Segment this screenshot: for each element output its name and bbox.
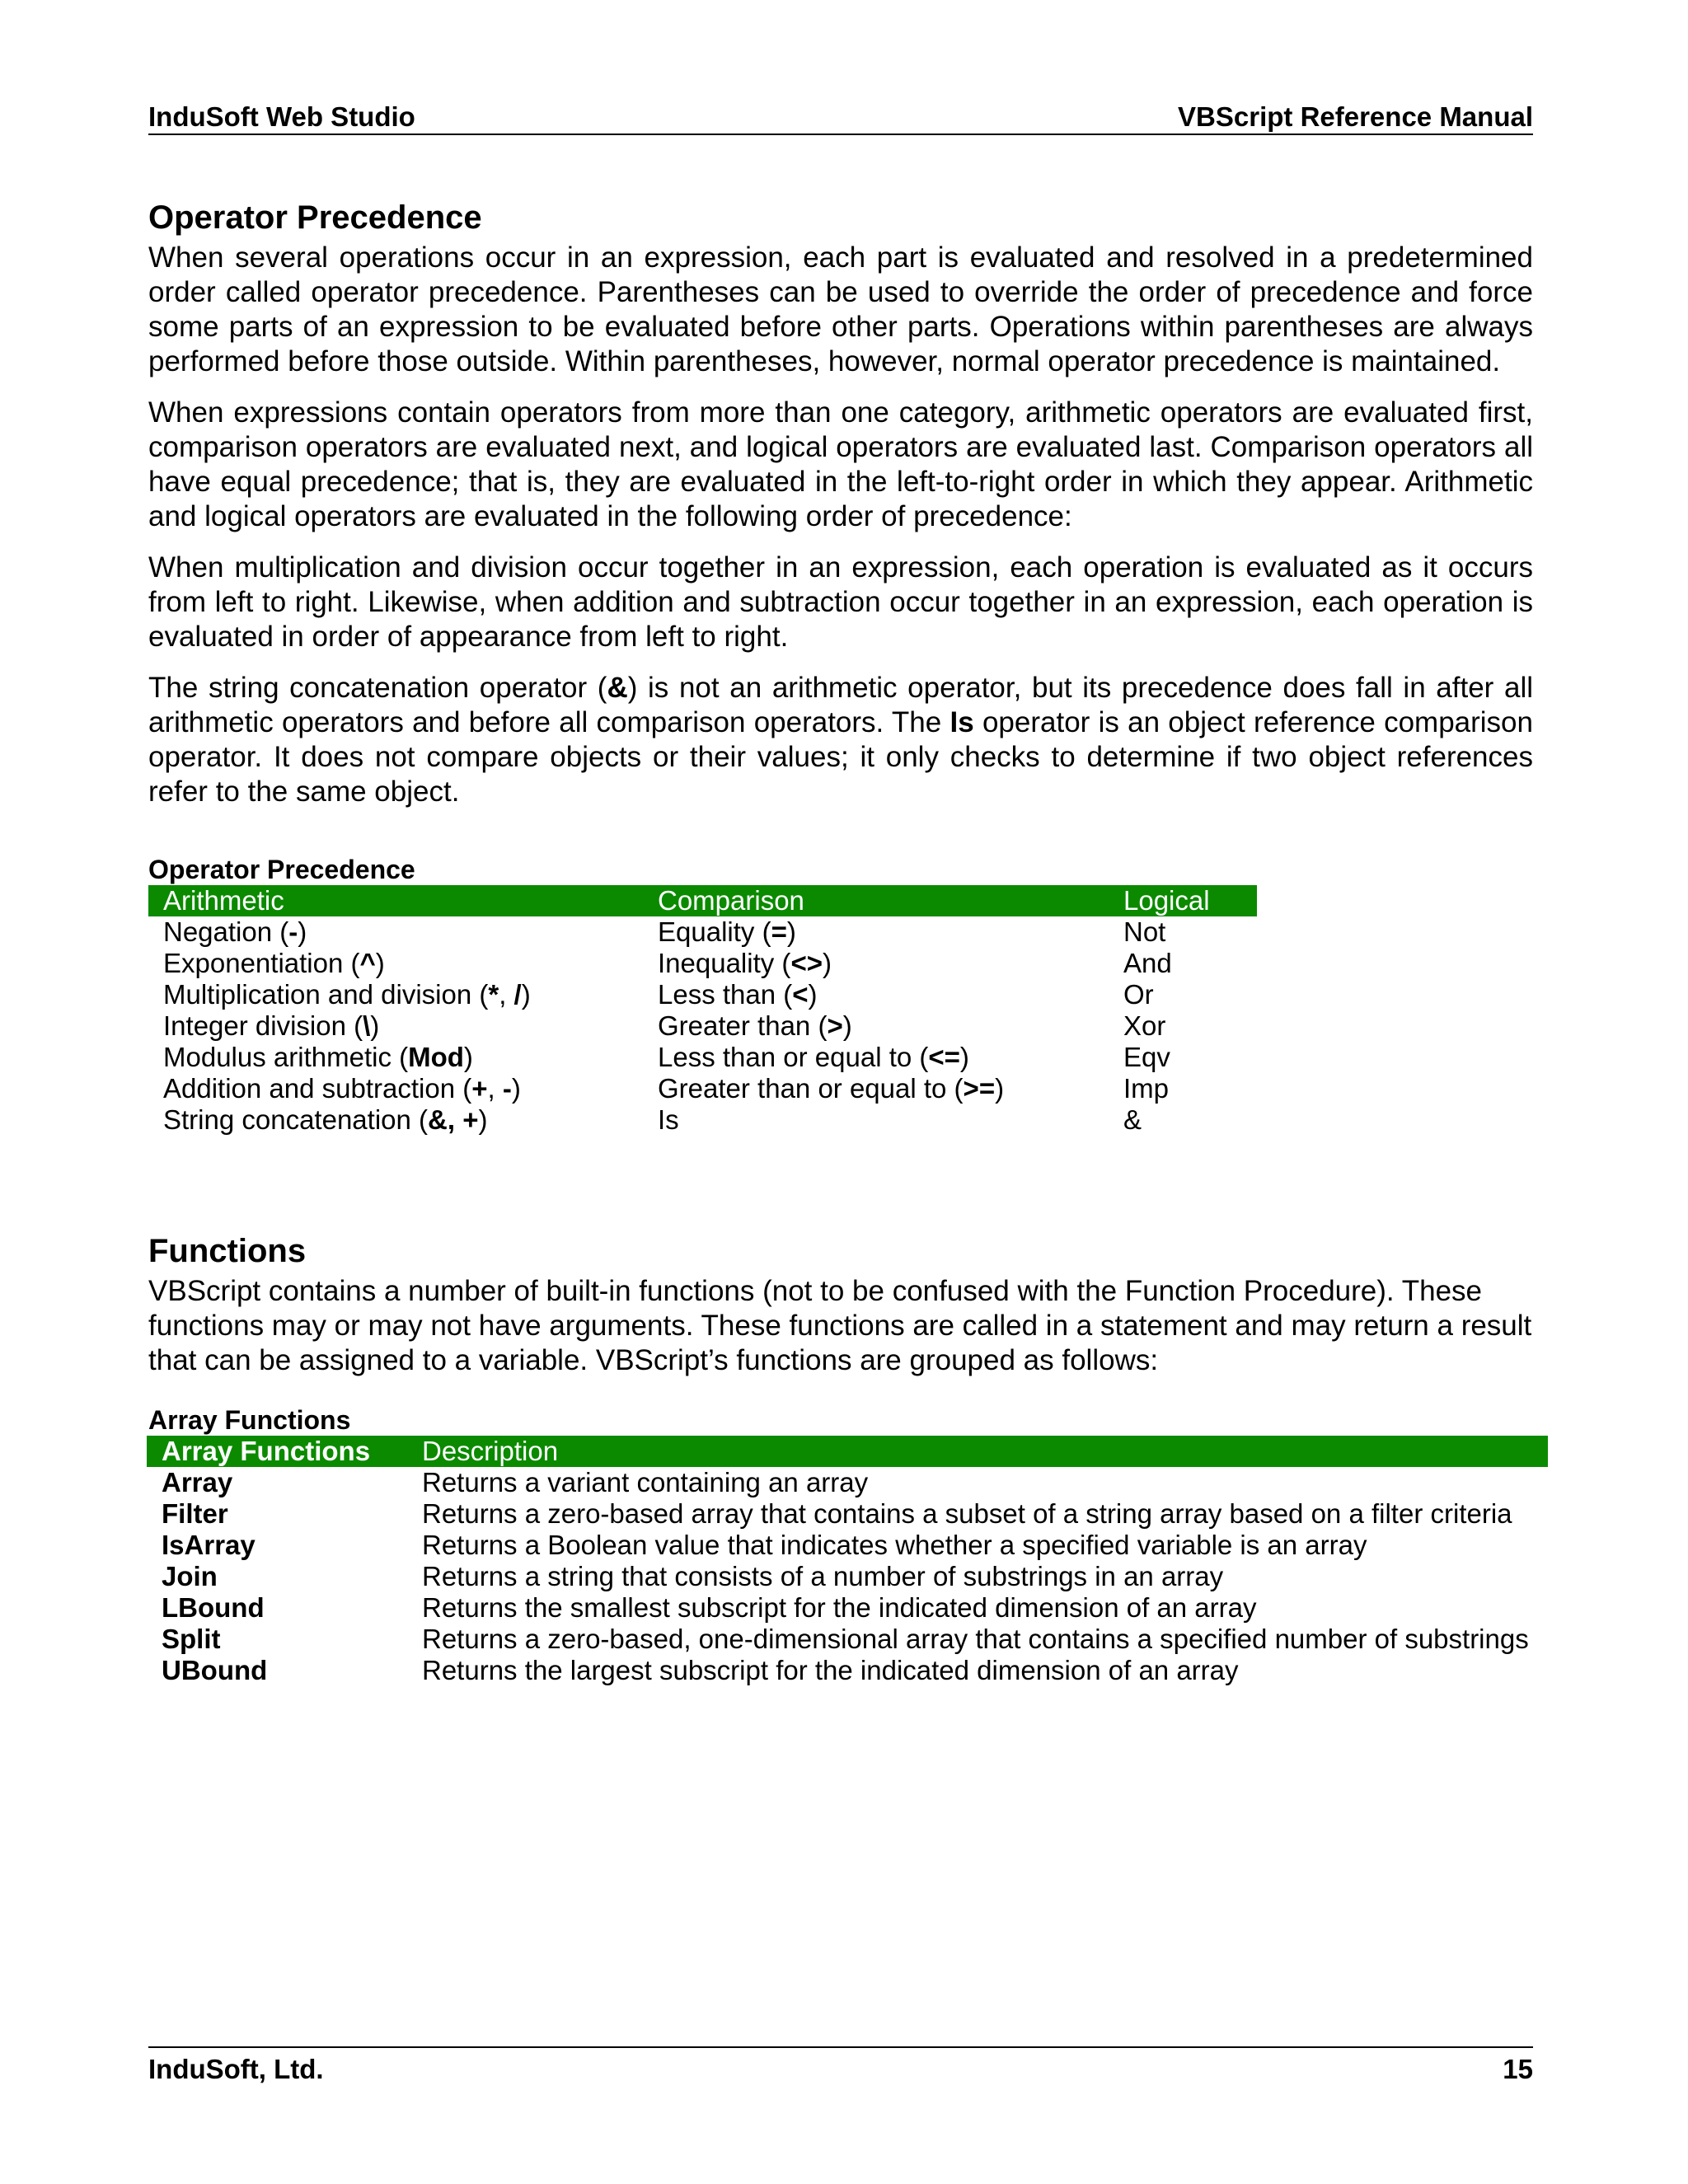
table-row bbox=[148, 1073, 1257, 1104]
function-description: Returns a zero-based, one-dimensional array that contains a specified number of substrings bbox=[422, 1624, 1529, 1654]
table-row bbox=[147, 1561, 1548, 1592]
table-row bbox=[148, 1042, 1257, 1073]
cell-logical: And bbox=[1123, 948, 1172, 978]
table-row bbox=[148, 1104, 1257, 1136]
functions-paragraph: VBScript contains a number of built-in functions (not to be confused with the Function Procedure). These functions may or may not have arguments. These functions are called in a statement and may return a result that can be assigned to a variable. VBScript’s functions are grouped as follows: bbox=[148, 1275, 1532, 1376]
operator-symbol: - bbox=[288, 916, 298, 947]
cell-arithmetic: Addition and subtraction (+, -) bbox=[163, 1073, 521, 1104]
table-row bbox=[148, 916, 1257, 948]
function-description: Returns a zero-based array that contains a subset of a string array based on a filter criteria bbox=[422, 1498, 1512, 1529]
page-content bbox=[148, 194, 1533, 1686]
function-description: Returns a string that consists of a number of substrings in an array bbox=[422, 1561, 1224, 1591]
paragraph-4: The string concatenation operator (&) is not an arithmetic operator, but its precedence does fall in after all arithmetic operators and before all comparison operators. The Is operator is an object reference comparison operator. It does not compare objects or their values; it only checks to determine if two object references refer to the same object. bbox=[148, 672, 1533, 808]
operator-symbol: >= bbox=[963, 1073, 996, 1104]
column-header-description: Description bbox=[407, 1436, 1548, 1467]
function-description: Returns the largest subscript for the indicated dimension of an array bbox=[422, 1655, 1239, 1685]
page-number: 15 bbox=[1503, 2054, 1533, 2084]
cell-comparison: Less than or equal to (<=) bbox=[658, 1042, 969, 1072]
cell-arithmetic: Modulus arithmetic (Mod) bbox=[163, 1042, 473, 1072]
cell-logical: Imp bbox=[1123, 1073, 1170, 1104]
function-name: IsArray bbox=[162, 1530, 256, 1560]
function-name: LBound bbox=[162, 1592, 265, 1623]
cell-logical: Eqv bbox=[1123, 1042, 1170, 1072]
operator-symbol: <> bbox=[790, 948, 823, 978]
operator-symbol: ^ bbox=[359, 948, 376, 978]
cell-comparison: Greater than (>) bbox=[658, 1010, 852, 1041]
function-description: Returns a variant containing an array bbox=[422, 1467, 869, 1497]
is-operator: Is bbox=[950, 706, 974, 738]
table-row bbox=[148, 948, 1257, 979]
operator-symbol: <= bbox=[928, 1042, 960, 1072]
operator-symbol: \ bbox=[363, 1010, 371, 1041]
cell-logical: Not bbox=[1123, 916, 1166, 947]
table-row bbox=[147, 1592, 1548, 1624]
operator-symbol: Mod bbox=[408, 1042, 464, 1072]
table-header-row bbox=[148, 885, 1257, 916]
cell-arithmetic: Exponentiation (^) bbox=[163, 948, 385, 978]
array-functions-table bbox=[147, 1436, 1548, 1686]
page-footer bbox=[148, 2046, 1533, 2086]
table-row bbox=[147, 1498, 1548, 1530]
cell-logical: Xor bbox=[1123, 1010, 1166, 1041]
cell-logical: Or bbox=[1123, 979, 1154, 1010]
array-table-caption: Array Functions bbox=[148, 1405, 351, 1435]
operator-symbol: = bbox=[771, 916, 787, 947]
cell-comparison: Less than (<) bbox=[658, 979, 818, 1010]
operator-symbol: / bbox=[513, 979, 522, 1010]
operator-symbol: + bbox=[471, 1073, 488, 1104]
operator-symbol: - bbox=[502, 1073, 512, 1104]
section-title-operator-precedence: Operator Precedence bbox=[148, 199, 482, 236]
function-name: Array bbox=[162, 1467, 233, 1497]
cell-comparison: Inequality (<>) bbox=[658, 948, 832, 978]
column-header-array-functions: Array Functions bbox=[147, 1436, 407, 1467]
cell-comparison: Greater than or equal to (>=) bbox=[658, 1073, 1005, 1104]
cell-arithmetic: String concatenation (&, +) bbox=[163, 1104, 488, 1135]
header-manual-title: VBScript Reference Manual bbox=[1178, 101, 1533, 132]
function-name: Split bbox=[162, 1624, 221, 1654]
column-header-comparison: Comparison bbox=[643, 885, 1109, 916]
paragraph-1: When several operations occur in an expression, each part is evaluated and resolved in a predetermined order called operator precedence. Parentheses can be used to override the order of precedence and force some parts of an expression to be evaluated before other parts. Operations within parentheses are always performed before those outside. Within parentheses, however, normal operator precedence is maintained. bbox=[148, 241, 1533, 377]
cell-arithmetic: Multiplication and division (*, /) bbox=[163, 979, 531, 1010]
table-row bbox=[147, 1467, 1548, 1498]
cell-arithmetic: Integer division (\) bbox=[163, 1010, 380, 1041]
footer-company: InduSoft, Ltd. bbox=[148, 2054, 324, 2084]
table-row bbox=[147, 1655, 1548, 1686]
paragraph-2: When expressions contain operators from more than one category, arithmetic operators are evaluated first, comparison operators are evaluated next, and logical operators are evaluated last. Comparison operators all have equal precedence; that is, they are evaluated in the left-to-right order in which they appear. Arithmetic and logical operators are evaluated in the following order of precedence: bbox=[148, 396, 1533, 532]
table-row bbox=[147, 1624, 1548, 1655]
table-row bbox=[148, 1010, 1257, 1042]
function-name: Join bbox=[162, 1561, 218, 1591]
function-description: Returns the smallest subscript for the indicated dimension of an array bbox=[422, 1592, 1257, 1623]
operator-symbol: &, + bbox=[428, 1104, 479, 1135]
column-header-arithmetic: Arithmetic bbox=[148, 885, 643, 916]
cell-arithmetic: Negation (-) bbox=[163, 916, 307, 947]
function-name: Filter bbox=[162, 1498, 228, 1529]
precedence-table-caption: Operator Precedence bbox=[148, 855, 415, 884]
operator-symbol: > bbox=[827, 1010, 843, 1041]
header-product: InduSoft Web Studio bbox=[148, 101, 415, 132]
section-title-functions: Functions bbox=[148, 1233, 307, 1269]
function-description: Returns a Boolean value that indicates whether a specified variable is an array bbox=[422, 1530, 1367, 1560]
cell-comparison: Is bbox=[658, 1104, 679, 1135]
cell-comparison: Equality (=) bbox=[658, 916, 796, 947]
column-header-logical: Logical bbox=[1109, 885, 1257, 916]
operator-symbol: * bbox=[488, 979, 499, 1010]
operator-symbol: < bbox=[792, 979, 809, 1010]
paragraph-3: When multiplication and division occur together in an expression, each operation is evaluated as it occurs from left to right. Likewise, when addition and subtraction occur together in an expression, each operation is evaluated in order of appearance from left to right. bbox=[148, 551, 1533, 653]
function-name: UBound bbox=[162, 1655, 268, 1685]
table-row bbox=[147, 1530, 1548, 1561]
cell-logical: & bbox=[1123, 1104, 1142, 1135]
table-header-row bbox=[147, 1436, 1548, 1467]
ampersand-operator: & bbox=[607, 672, 628, 704]
table-row bbox=[148, 979, 1257, 1010]
page-header bbox=[148, 97, 1533, 135]
operator-precedence-table bbox=[148, 885, 1257, 1136]
